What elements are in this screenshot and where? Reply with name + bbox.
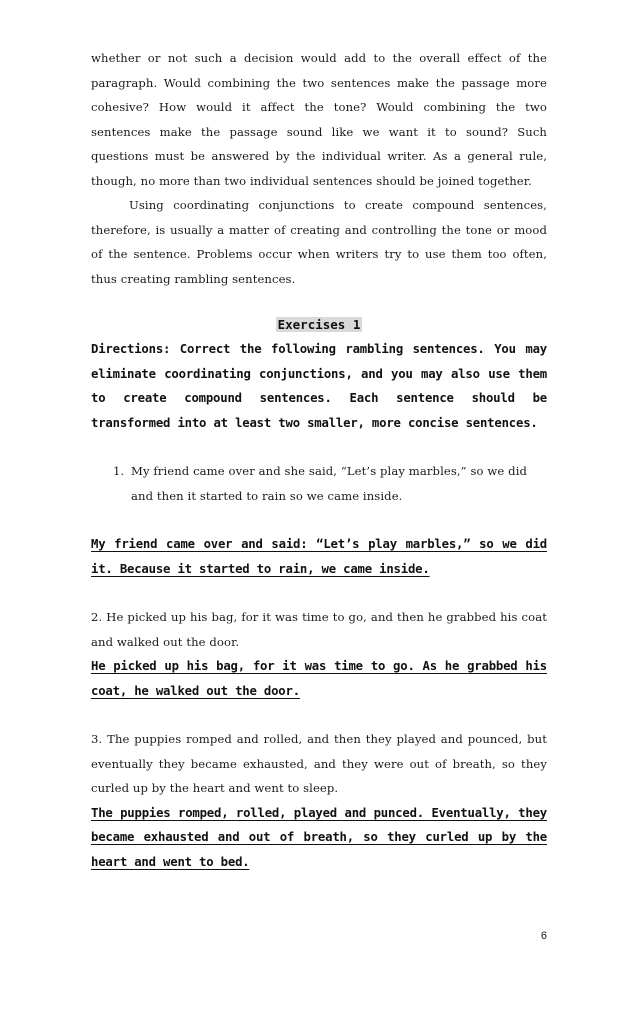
exercise-item-1-number: 1. [113,464,125,478]
intro-paragraph-1: whether or not such a decision would add to the overall effect of the paragraph. Would combining the two sentences make the passage more cohesive? How would it affect the tone? Would combining the two sentences make the passage sound like we want it to sound? Such questions must be answered by the individual writer. As a general rule, though, no more than two individual sentences should be joined together. [91,51,547,188]
exercise-item-2-question-text: He picked up his bag, for it was time to go, and then he grabbed his coat and walked out the door. [91,610,547,649]
exercise-item-1-answer: My friend came over and said: “Let’s play marbles,” so we did it. Because it started to rain, we came inside. [91,537,547,576]
exercise-item-3-question [91,727,547,801]
directions-text: Directions: Correct the following rambling sentences. You may eliminate coordinating conjunctions, and you may also use them to create compound sentences. Each sentence should be transformed into at least two smaller, more concise sentences. [91,342,547,430]
exercise-item-3-answer: The puppies romped, rolled, played and punced. Eventually, they became exhausted and out of breath, so they curled up by the heart and went to bed. [91,805,547,869]
exercise-heading: Exercises 1 [277,317,361,332]
exercise-item-2-number: 2. [91,610,103,624]
exercise-heading-wrap [91,313,547,337]
exercise-item-1 [91,459,547,508]
exercise-item-3-question-text: The puppies romped and rolled, and then they played and pounced, but eventually they became exhausted, and they were out of breath, so they curled up by the heart and went to sleep. [91,732,547,795]
page-content [91,46,547,874]
intro-paragraph-2: Using coordinating conjunctions to create compound sentences, therefore, is usually a matter of creating and controlling the tone or mood of the sentence. Problems occur when writers try to use them too often, thus creating rambling sentences. [91,198,547,286]
page-number: 6 [540,930,547,942]
exercise-item-2-answer: He picked up his bag, for it was time to go. As he grabbed his coat, he walked out the door. [91,659,547,698]
exercise-list [91,459,547,508]
exercise-item-2-question [91,605,547,654]
exercise-item-3-number: 3. [91,732,103,746]
exercise-item-1-question: My friend came over and she said, “Let’s play marbles,” so we did and then it started to rain so we came inside. [131,464,528,503]
